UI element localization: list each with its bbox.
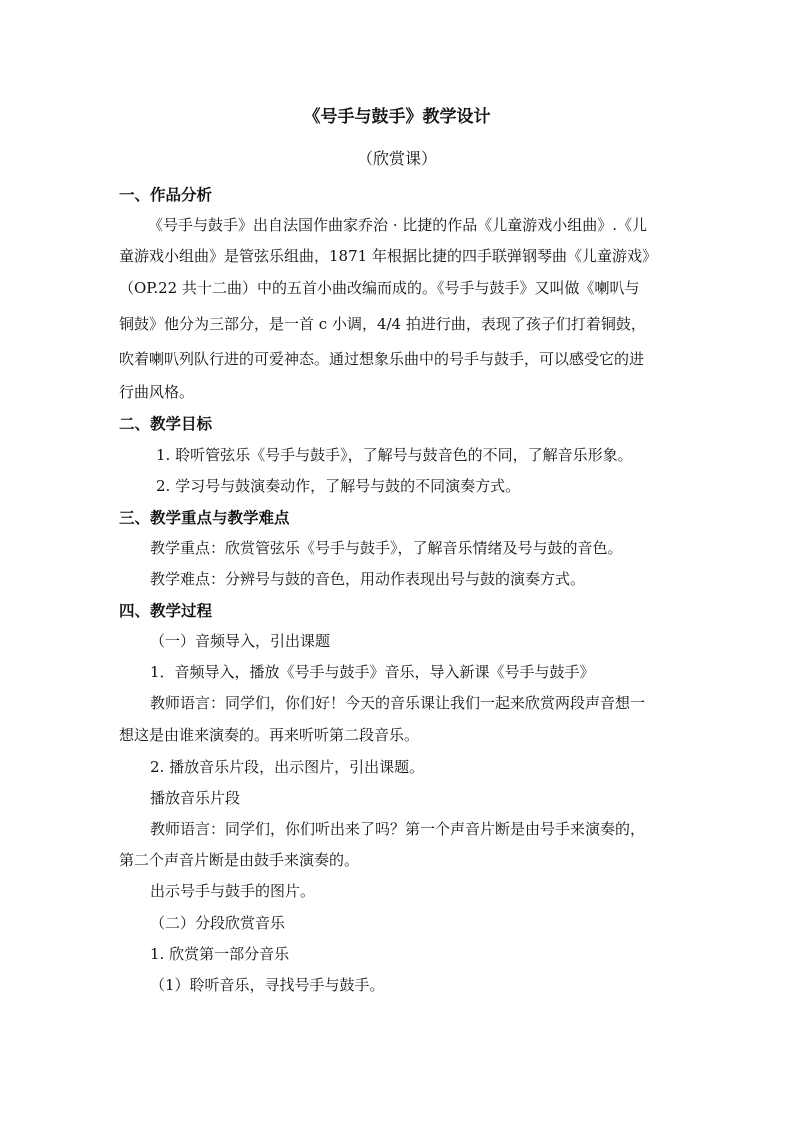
paragraph-line: 铜鼓》他分为三部分，是一首 c 小调，4/4 拍进行曲，表现了孩子们打着铜鼓， <box>119 315 646 333</box>
paragraph-line: 播放音乐片段 <box>150 789 241 807</box>
subsection-heading: （二）分段欣赏音乐 <box>150 914 286 932</box>
section-heading-goals: 二、教学目标 <box>119 414 213 433</box>
paragraph-line: 吹着喇叭列队行进的可爱神态。通过想象乐曲中的号手与鼓手，可以感受它的进 <box>119 350 645 368</box>
paragraph-line: （OP.22 共十二曲）中的五首小曲改编而成的。《号手与鼓手》又叫做《喇叭与 <box>119 279 640 297</box>
section-heading-key-points: 三、教学重点与教学难点 <box>119 508 290 527</box>
paragraph-line: 教学难点：分辨号与鼓的音色，用动作表现出号与鼓的演奏方式。 <box>150 570 586 588</box>
paragraph-line: 第二个声音片断是由鼓手来演奏的。 <box>119 851 360 869</box>
paragraph-line: 2. 播放音乐片段，出示图片，引出课题。 <box>150 758 425 776</box>
paragraph-line: 教学重点：欣赏管弦乐《号手与鼓手》，了解音乐情绪及号与鼓的音色。 <box>150 539 623 557</box>
section-heading-process: 四、教学过程 <box>119 601 213 620</box>
paragraph-line: 出示号手与鼓手的图片。 <box>150 882 316 900</box>
document-title: 《号手与鼓手》教学设计 <box>303 107 491 127</box>
paragraph-line: 《号手与鼓手》出自法国作曲家乔治 · 比捷的作品《儿童游戏小组曲》.《儿 <box>148 216 648 234</box>
paragraph-line: 1. 欣赏第一部分音乐 <box>150 945 290 963</box>
paragraph-line: 行曲风格。 <box>119 383 195 401</box>
paragraph-line: （1）聆听音乐，寻找号手与鼓手。 <box>150 976 385 994</box>
list-item: 2. 学习号与鼓演奏动作，了解号与鼓的不同演奏方式。 <box>156 477 521 495</box>
document-subtitle: （欣赏课） <box>356 149 437 168</box>
paragraph-line: 教师语言：同学们，你们好！今天的音乐课让我们一起来欣赏两段声音想一 <box>150 694 646 712</box>
paragraph-line: 想这是由谁来演奏的。再来听听第二段音乐。 <box>119 726 420 744</box>
paragraph-line: 教师语言：同学们，你们听出来了吗？第一个声音片断是由号手来演奏的， <box>150 820 646 838</box>
paragraph-line: 童游戏小组曲》是管弦乐组曲，1871 年根据比捷的四手联弹钢琴曲《儿童游戏》 <box>119 247 657 265</box>
section-heading-analysis: 一、作品分析 <box>119 185 213 204</box>
paragraph-line: 1．音频导入，播放《号手与鼓手》音乐，导入新课《号手与鼓手》 <box>150 663 595 681</box>
subsection-heading: （一）音频导入，引出课题 <box>150 632 331 650</box>
list-item: 1. 聆听管弦乐《号手与鼓手》，了解号与鼓音色的不同，了解音乐形象。 <box>156 446 633 464</box>
